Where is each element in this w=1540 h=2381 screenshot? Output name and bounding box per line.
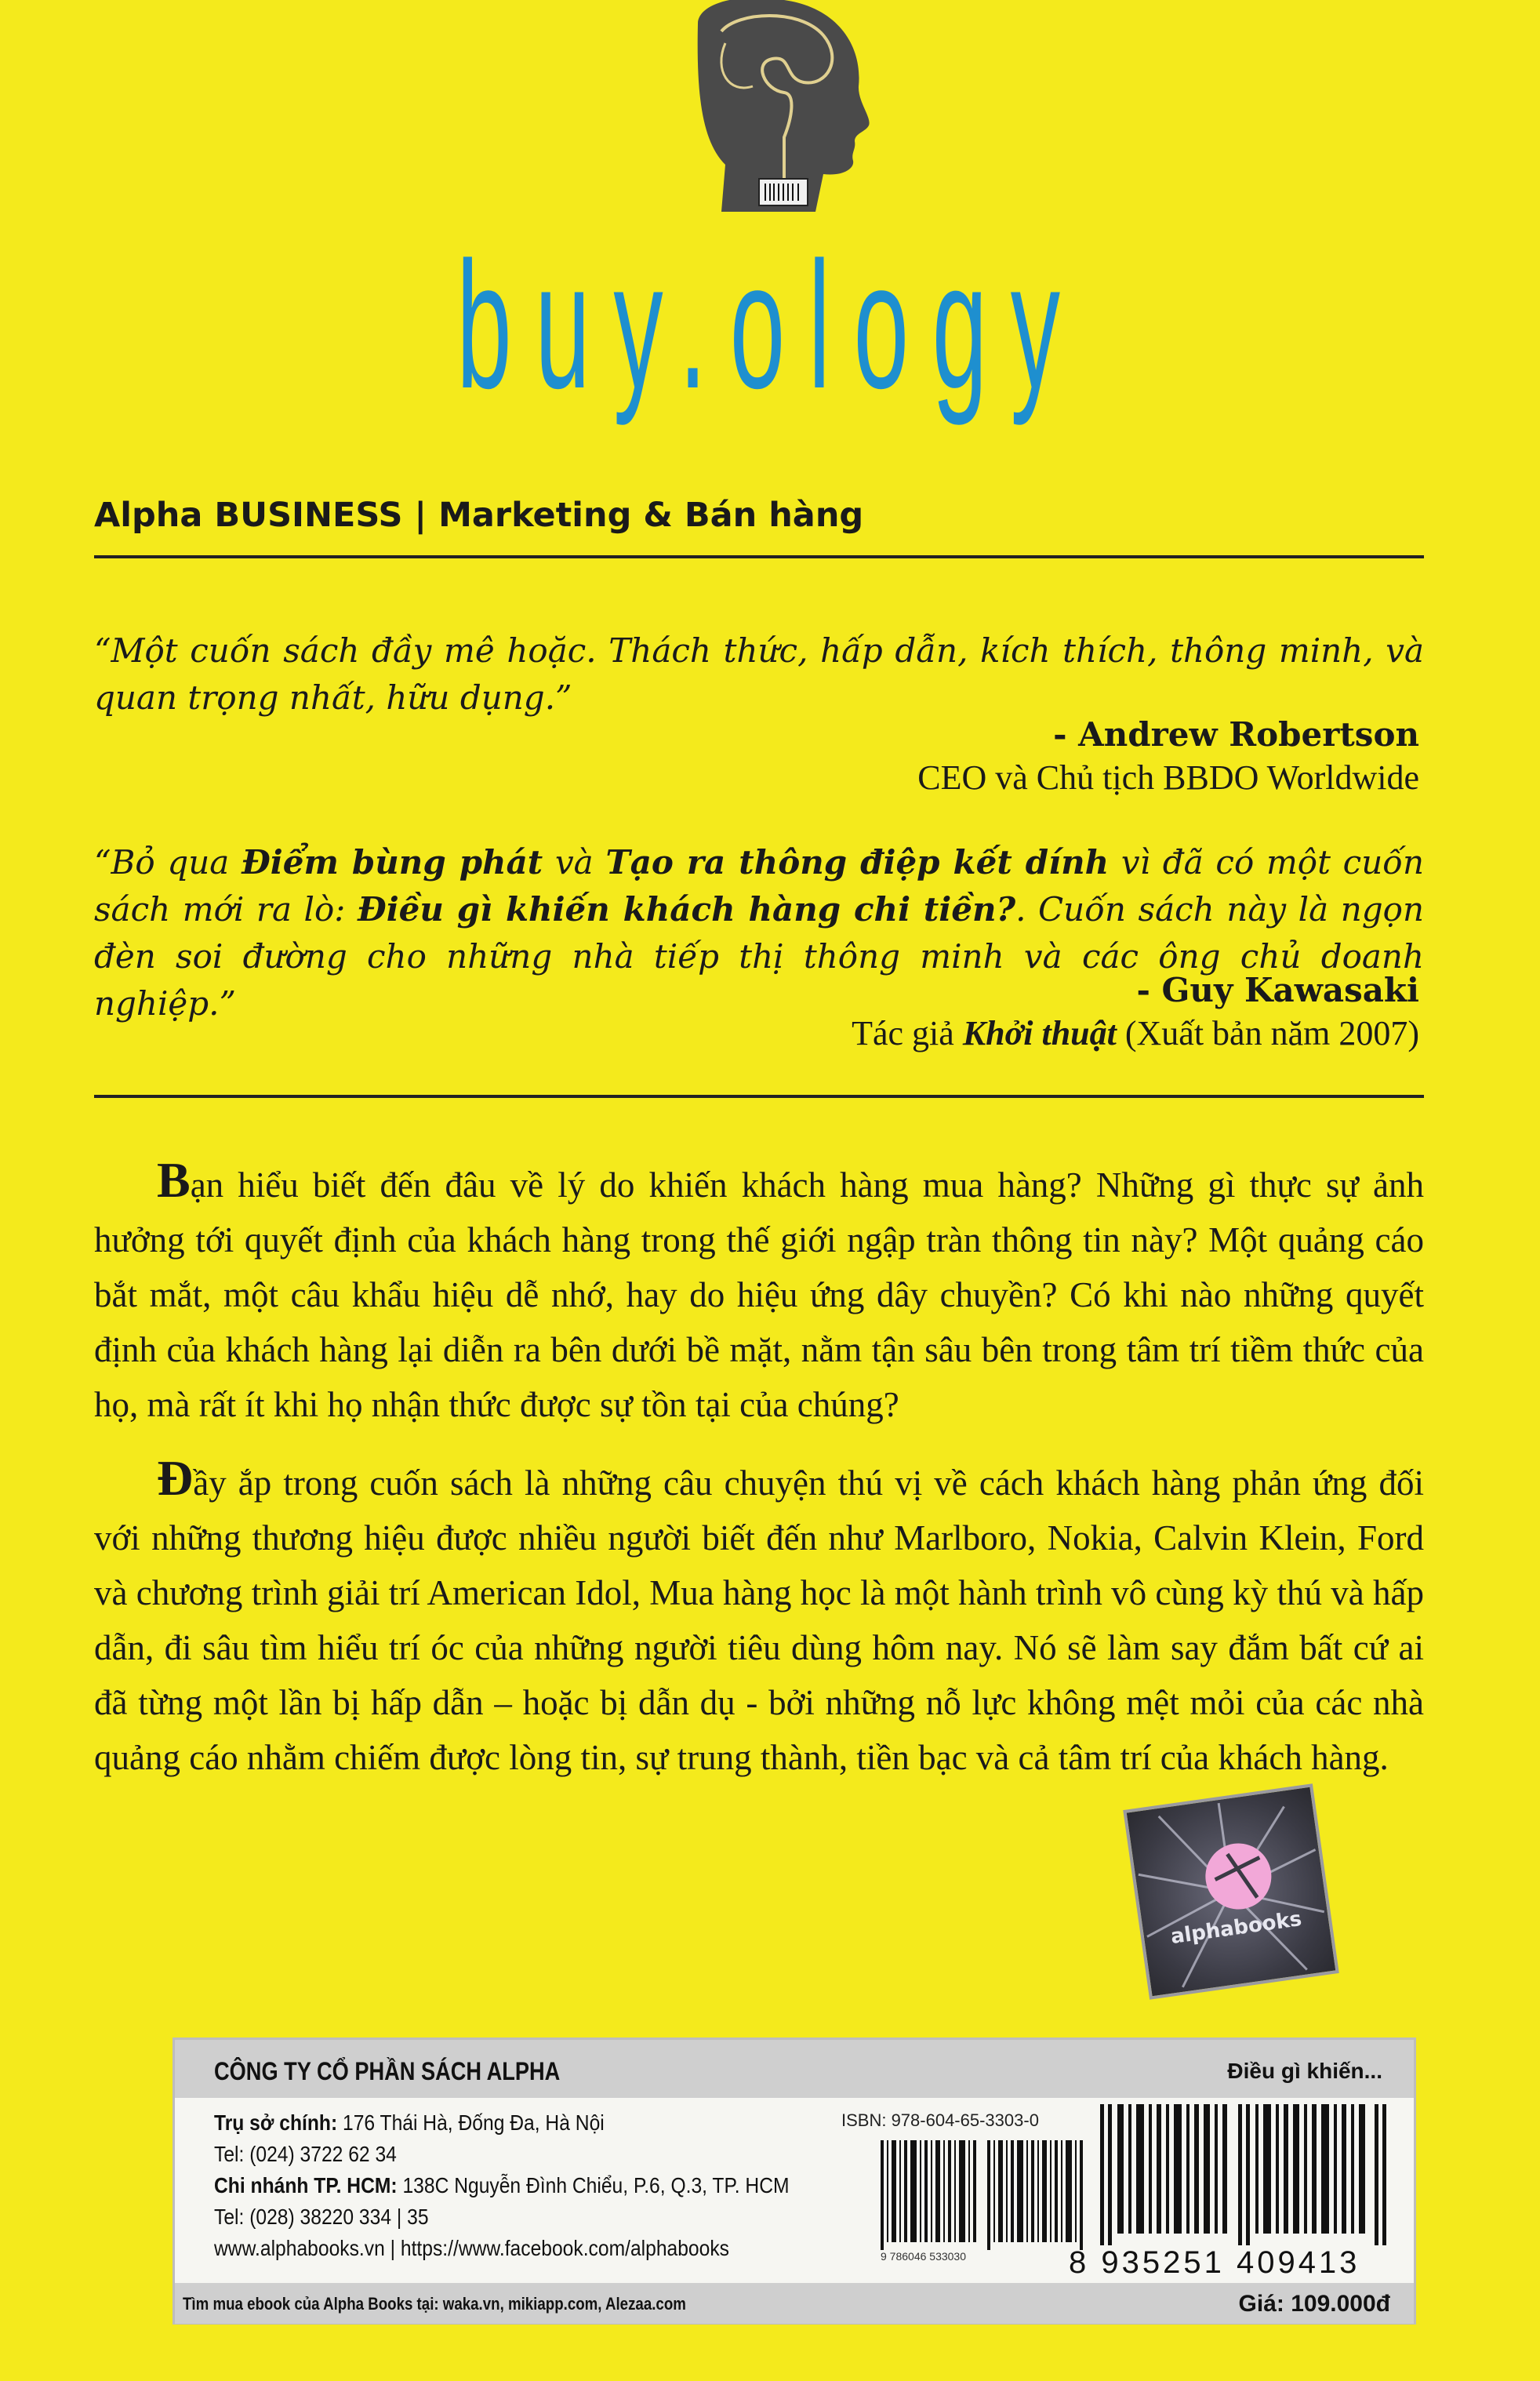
isbn-barcode-icon bbox=[881, 2140, 1100, 2250]
divider bbox=[94, 1095, 1424, 1098]
hq-tel: Tel: (024) 3722 62 34 bbox=[214, 2142, 397, 2166]
ean-digits: 8 935251 409413 bbox=[1069, 2245, 1360, 2280]
isbn-label: ISBN: 978-604-65-3303-0 bbox=[841, 2110, 1039, 2130]
branch-address: Chi nhánh TP. HCM: 138C Nguyễn Đình Chiểu, P.6, Q.3, TP. HCM bbox=[214, 2173, 790, 2197]
head-illustration bbox=[666, 0, 886, 227]
hq-address: Trụ sở chính: 176 Thái Hà, Đống Đa, Hà Nội bbox=[214, 2110, 605, 2135]
quote-author-role: CEO và Chủ tịch BBDO Worldwide bbox=[917, 758, 1419, 797]
series-line: Alpha BUSINESS | Marketing & Bán hàng bbox=[94, 496, 864, 535]
quote-author: - Andrew Robertson bbox=[1053, 715, 1419, 754]
branch-tel: Tel: (028) 38220 334 | 35 bbox=[214, 2205, 429, 2229]
short-title: Điều gì khiến... bbox=[1227, 2059, 1382, 2083]
company-name: CÔNG TY CỔ PHẦN SÁCH ALPHA bbox=[214, 2057, 561, 2085]
alphabooks-logo: alphabooks bbox=[1123, 1783, 1339, 2000]
ean-barcode-icon bbox=[1100, 2104, 1390, 2245]
book-title: buy.ology bbox=[456, 224, 1084, 426]
ebook-note: Tìm mua ebook của Alpha Books tại: waka.vn, mikiapp.com, Alezaa.com bbox=[183, 2294, 686, 2314]
panel-footer bbox=[175, 2283, 1414, 2324]
web-links: www.alphabooks.vn | https://www.facebook.com/alphabooks bbox=[214, 2236, 729, 2260]
quote-text: “Bỏ qua Điểm bùng phát và Tạo ra thông điệp kết dính vì đã có một cuốn sách mới ra lò: Điều gì khiến khách hàng chi tiền?. Cuốn sách này là ngọn đèn soi đường cho những nhà tiếp thị thông minh và các ông chủ doanh nghiệp.” bbox=[94, 843, 1425, 1023]
description-paragraph: Bạn hiểu biết đến đâu về lý do khiến khách hàng mua hàng? Những gì thực sự ảnh hưởng tới quyết định của khách hàng trong thế giới ngập tràn thông tin này? Một quảng cáo bắt mắt, một câu khẩu hiệu dễ nhớ, hay do hiệu ứng dây chuyền? Có khi nào những quyết định của khách hàng lại diễn ra bên dưới bề mặt, nằm tận sâu bên trong tâm trí tiềm thức của họ, mà rất ít khi họ nhận thức được sự tồn tại của chúng? bbox=[94, 1152, 1424, 1424]
description-paragraph: Đầy ắp trong cuốn sách là những câu chuyện thú vị về cách khách hàng phản ứng đối với những thương hiệu được nhiều người biết đến như Marlboro, Nokia, Calvin Klein, Ford và chương trình giải trí American Idol, Mua hàng học là một hành trình vô cùng kỳ thú và hấp dẫn, đi sâu tìm hiểu trí óc của những người tiêu dùng hôm nay. Nó sẽ làm say đắm bất cứ ai đã từng một lần bị hấp dẫn – hoặc bị dẫn dụ - bởi những nỗ lực không mệt mỏi của các nhà quảng cáo nhằm chiếm được lòng tin, sự trung thành, tiền bạc và cả tâm trí của khách hàng. bbox=[94, 1450, 1424, 1777]
price-label: Giá: 109.000đ bbox=[1238, 2291, 1390, 2317]
divider bbox=[94, 555, 1424, 558]
isbn-digits: 9 786046 533030 bbox=[881, 2250, 966, 2263]
quote-author-role: Tác giả Khởi thuật (Xuất bản năm 2007) bbox=[852, 1014, 1419, 1052]
publisher-info-panel bbox=[173, 2037, 1416, 2325]
quote-author: - Guy Kawasaki bbox=[1136, 971, 1419, 1009]
quote-text: “Một cuốn sách đầy mê hoặc. Thách thức, hấp dẫn, kích thích, thông minh, và quan trọng nhất, hữu dụng.” bbox=[94, 631, 1424, 717]
